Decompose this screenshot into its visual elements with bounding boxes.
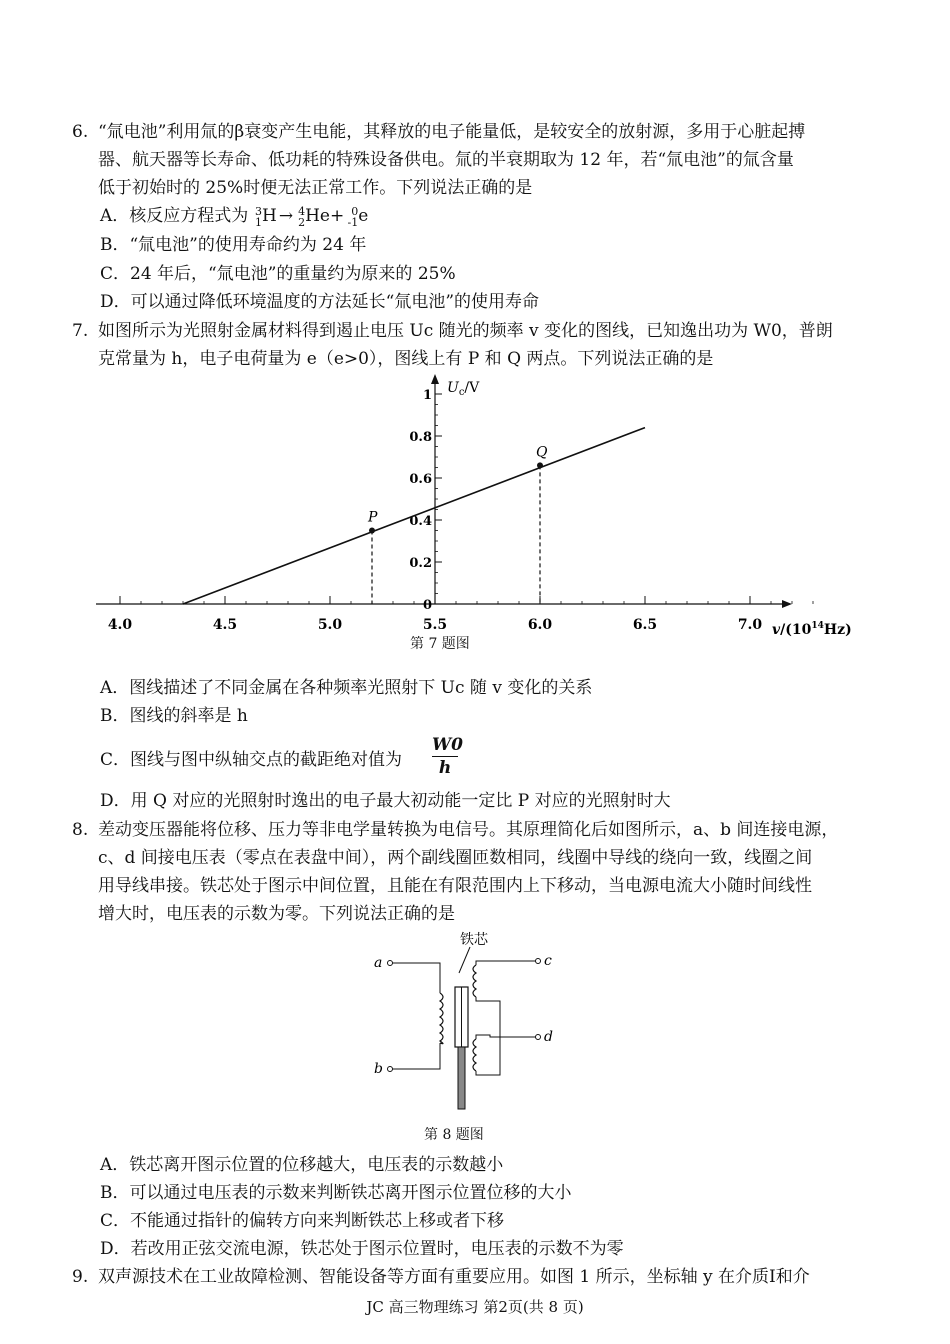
terminal-b (388, 1067, 393, 1072)
point-q (537, 462, 543, 468)
q8-option-a-text: A．铁芯离开图示位置的位移越大，电压表的示数越小 (100, 1155, 504, 1175)
q8-transformer-diagram (0, 925, 950, 1120)
q7-option-c-text: C．图线与图中纵轴交点的截距绝对值为 (100, 750, 403, 770)
q6-text-1: “氚电池”利用氚的β衰变产生电能，其释放的电子能量低，是较安全的放射源，多用于心脏起搏 (98, 122, 806, 142)
q9-number: 9. (72, 1267, 89, 1287)
y-axis-arrow (431, 374, 439, 384)
q8-option-b-text: B．可以通过电压表的示数来判断铁芯离开图示位置位移的大小 (100, 1183, 572, 1203)
primary-coil (440, 993, 443, 1044)
q8-option-d-text: D．若改用正弦交流电源，铁芯处于图示位置时，电压表的示数不为零 (100, 1239, 624, 1259)
wire-b (392, 1043, 440, 1069)
q6-equation (252, 204, 368, 229)
arrow: → (278, 206, 294, 226)
x-tick-label: 6.5 (632, 617, 658, 633)
he-symbol: He+ (305, 206, 345, 226)
y-tick-label: 0.4 (409, 514, 432, 529)
q6-option-c-text: C．24 年后，“氚电池”的重量约为原来的 25% (100, 264, 456, 284)
e-symbol: e (358, 206, 369, 226)
q9-text-1: 双声源技术在工业故障检测、智能设备等方面有重要应用。如图 1 所示，坐标轴 y 在介质Ⅰ和介 (98, 1267, 810, 1287)
y-tick-label: 1 (422, 388, 432, 403)
page-footer: JC 高三物理练习 第2页(共 8 页) (366, 1298, 584, 1316)
q8-number: 8. (72, 820, 89, 840)
terminal-b-label: b (374, 1061, 383, 1077)
terminal-d (536, 1035, 541, 1040)
y-tick-label: 0.6 (409, 472, 432, 487)
q8-option-c-text: C．不能通过指针的偏转方向来判断铁芯上移或者下移 (100, 1211, 505, 1231)
q7-option-a-text: A．图线描述了不同金属在各种频率光照射下 Uc 随 v 变化的关系 (100, 678, 593, 698)
lower-secondary-coil (473, 1039, 476, 1071)
q8-text-3: 用导线串接。铁芯处于图示中间位置，且能在有限范围内上下移动，当电源电流大小随时间线性 (98, 876, 812, 896)
core-label: 铁芯 (460, 932, 488, 948)
q6-number: 6. (72, 122, 89, 142)
e-mass-number: 0 (351, 204, 359, 218)
x-tick-label: 5.0 (317, 617, 343, 633)
q7-number: 7. (72, 321, 89, 341)
series-wire (476, 997, 500, 1075)
fraction-numerator: W0 (432, 735, 463, 755)
x-axis-label: $v/(10^{14}Hz)$ (772, 621, 852, 638)
y-tick-label: 0.8 (409, 430, 432, 445)
h-mass-number: 3 (255, 204, 262, 218)
he-atomic-number: 2 (298, 215, 306, 229)
wire-c (476, 961, 536, 965)
q6-text-3: 低于初始时的 25%时便无法正常工作。下列说法正确的是 (98, 178, 533, 198)
y-axis-label: $U_c/V$ (447, 380, 480, 398)
q7-text-1: 如图所示为光照射金属材料得到遏止电压 Uc 随光的频率 v 变化的图线，已知逸出功为 W0，普朗 (98, 321, 833, 341)
terminal-c-label: c (544, 953, 552, 969)
x-tick-label: 6.0 (527, 617, 553, 633)
upper-secondary-coil (473, 965, 476, 997)
terminal-d-label: d (544, 1029, 553, 1045)
q8-text-1: 差动变压器能将位移、压力等非电学量转换为电信号。其原理简化后如图所示，a、b 间连接电源， (98, 820, 839, 840)
q6-option-d-text: D．可以通过降低环境温度的方法延长“氚电池”的使用寿命 (100, 292, 540, 312)
q7-option-b-text: B．图线的斜率是 h (100, 706, 248, 726)
q8-figure-caption: 第 8 题图 (424, 1127, 484, 1143)
core-rod (458, 1047, 465, 1109)
wire-a (392, 963, 440, 993)
he-mass-number: 4 (298, 204, 306, 218)
h-symbol: H (262, 206, 277, 226)
core-pointer (459, 947, 470, 973)
terminal-a (388, 961, 393, 966)
fraction-denominator: h (438, 758, 452, 778)
y-tick-label: 0 (422, 598, 432, 613)
q8-text-2: c、d 间接电压表（零点在表盘中间），两个副线圈匝数相同，线圈中导线的绕向一致，线圈之间 (98, 848, 813, 868)
q6-text-2: 器、航天器等长寿命、低功耗的特殊设备供电。氚的半衰期取为 12 年，若“氚电池”的氚含量 (98, 150, 794, 170)
q8-text-4: 增大时，电压表的示数为零。下列说法正确的是 (98, 904, 455, 924)
q7-chart (0, 370, 950, 640)
terminal-c (536, 959, 541, 964)
series-line (183, 428, 645, 604)
y-tick-label: 0.2 (409, 556, 432, 571)
x-tick-label: 4.0 (107, 617, 133, 633)
x-axis-arrow (782, 600, 792, 608)
point-p-label: P (368, 509, 378, 526)
point-p (369, 528, 375, 534)
x-tick-label: 5.5 (422, 617, 448, 633)
q6-option-b-text: B．“氚电池”的使用寿命约为 24 年 (100, 235, 367, 255)
h-atomic-number: 1 (255, 215, 262, 229)
terminal-a-label: a (374, 955, 383, 971)
e-charge-number: -1 (347, 215, 359, 229)
x-tick-label: 7.0 (737, 617, 763, 633)
q7-figure-caption: 第 7 题图 (410, 636, 470, 652)
point-q-label: Q (536, 444, 548, 461)
q7-option-d-text: D．用 Q 对应的光照射时逸出的电子最大初动能一定比 P 对应的光照射时大 (100, 791, 671, 811)
q7-text-2: 克常量为 h，电子电荷量为 e（e>0），图线上有 P 和 Q 两点。下列说法正确的是 (98, 349, 714, 369)
x-tick-label: 4.5 (212, 617, 238, 633)
q6-option-a-text: A．核反应方程式为 (100, 206, 249, 226)
wire-d (476, 1035, 536, 1039)
q7-fraction (432, 734, 463, 779)
